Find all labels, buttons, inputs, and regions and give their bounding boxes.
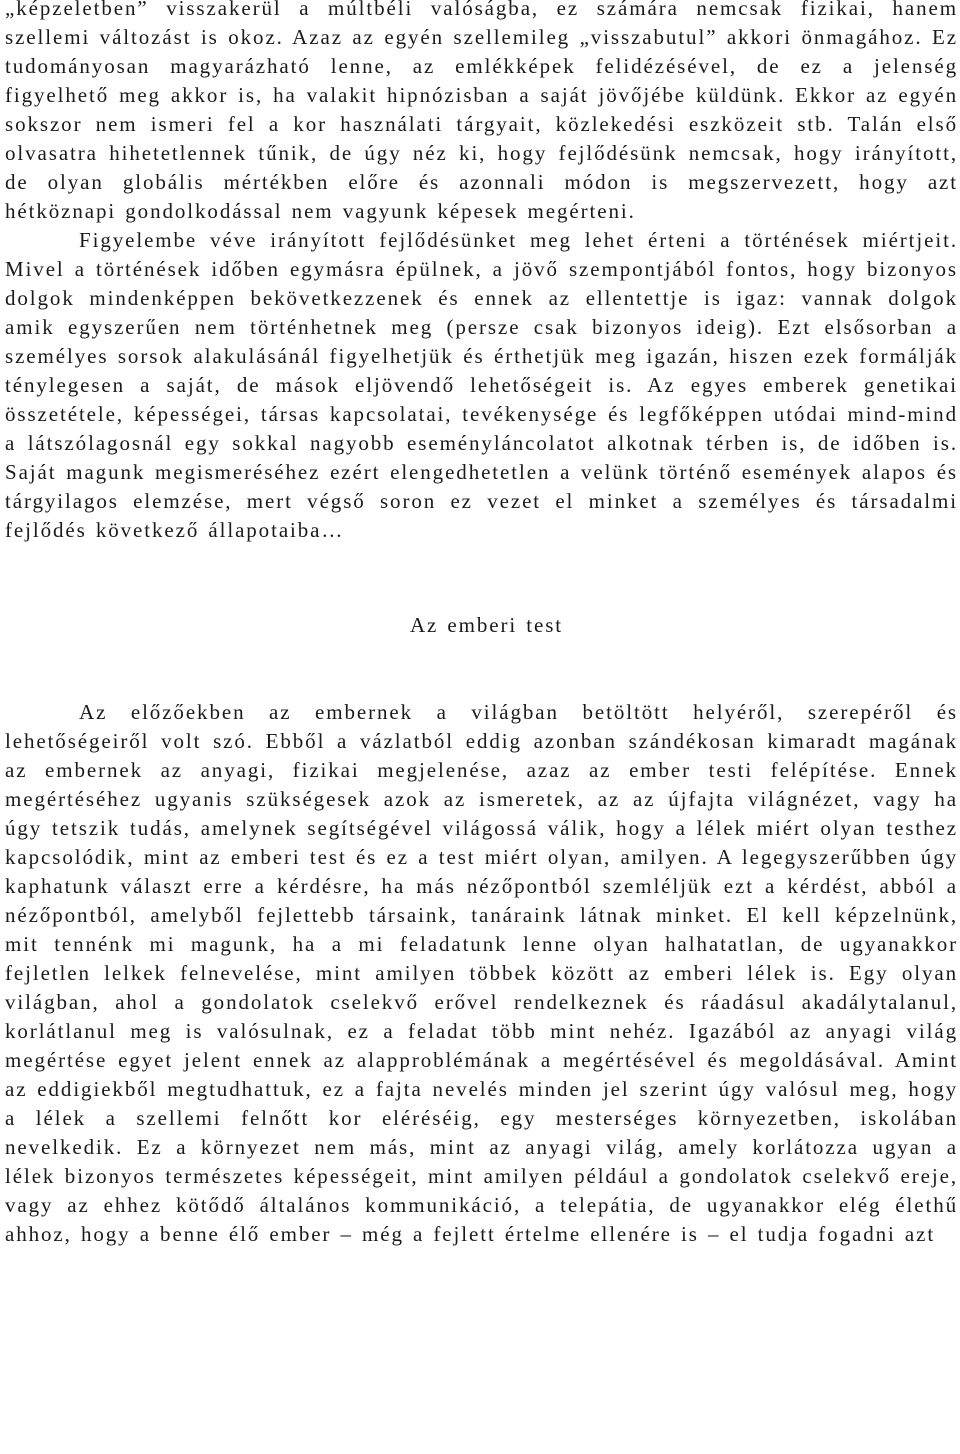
- paragraph-1: „képzeletben” visszakerül a múltbéli valóságba, ez számára nemcsak fizikai, hanem szellemi változást is okoz. Azaz az egyén szellemileg „visszabutul” akkori önmagához. Ez tudományosan magyarázható lenne, az emlékképek felidézésével, de ez a jelenség figyelhető meg akkor is, ha valakit hipnózisban a saját jövőjébe küldünk. Ekkor az egyén sokszor nem ismeri fel a kor használati tárgyait, közlekedési eszközeit stb. Talán első olvasatra hihetetlennek tűnik, de úgy néz ki, hogy fejlődésünk nemcsak, hogy irányított, de olyan globális mértékben előre és azonnali módon is megszervezett, hogy azt hétköznapi gondolkodással nem vagyunk képesek megérteni.: [5, 0, 958, 223]
- paragraph-2: Figyelembe véve irányított fejlődésünket meg lehet érteni a történések miértjeit. Mivel a történések időben egymásra épülnek, a jövő szempontjából fontos, hogy bizonyos dolgok mindenképpen bekövetkezzenek és ennek az ellentettje is igaz: vannak dolgok amik egyszerűen nem történhetnek meg (persze csak bizonyos ideig). Ezt elsősorban a személyes sorsok alakulásánál figyelhetjük és érthetjük meg igazán, hiszen ezek formálják ténylegesen a saját, de mások eljövendő lehetőségeit is. Az egyes emberek genetikai összetétele, képességei, társas kapcsolatai, tevékenysége és legfőképpen utódai mind-mind a látszólagosnál egy sokkal nagyobb eseményláncolatot alkotnak térben is, de időben is. Saját magunk megismeréséhez ezért elengedhetetlen a velünk történő események alapos és tárgyilagos elemzése, mert végső soron ez vezet el minket a személyes és társadalmi fejlődés következő állapotaiba…: [5, 228, 958, 542]
- document-page: [5, 0, 958, 1249]
- paragraph-3: Az előzőekben az embernek a világban betöltött helyéről, szerepéről és lehetőségeiről volt szó. Ebből a vázlatból eddig azonban szándékosan kimaradt magának az embernek az anyagi, fizikai megjelenése, azaz az ember testi felépítése. Ennek megértéséhez ugyanis szükségesek azok az ismeretek, az az újfajta világnézet, vagy ha úgy tetszik tudás, amelynek segítségével világossá válik, hogy a lélek miért olyan testhez kapcsolódik, mint az emberi test és ez a test miért olyan, amilyen. A legegyszerűbben úgy kaphatunk választ erre a kérdésre, ha más nézőpontból szemléljük ezt a kérdést, abból a nézőpontból, amelyből fejlettebb társaink, tanáraink látnak minket. El kell képzelnünk, mit tennénk mi magunk, ha a mi feladatunk lenne olyan halhatatlan, de ugyanakkor fejletlen lelkek felnevelése, mint amilyen többek között az emberi lélek is. Egy olyan világban, ahol a gondolatok cselekvő erővel rendelkeznek és ráadásul akadálytalanul, korlátlanul meg is valósulnak, ez a feladat több mint nehéz. Igazából az anyagi világ megértése egyet jelent ennek az alapproblémának a megértésével és megoldásával. Amint az eddigiekből megtudhattuk, ez a fajta nevelés minden jel szerint úgy valósul meg, hogy a lélek a szellemi felnőtt kor eléréséig, egy mesterséges környezetben, iskolában nevelkedik. Ez a környezet nem más, mint az anyagi világ, amely korlátozza ugyan a lélek bizonyos természetes képességeit, mint amilyen például a gondolatok cselekvő ereje, vagy az ehhez kötődő általános kommunikáció, a telepátia, de ugyanakkor elég élethű ahhoz, hogy a benne élő ember – még a fejlett értelme ellenére is – el tudja fogadni azt: [5, 700, 958, 1246]
- section-heading: Az emberi test: [409, 613, 564, 637]
